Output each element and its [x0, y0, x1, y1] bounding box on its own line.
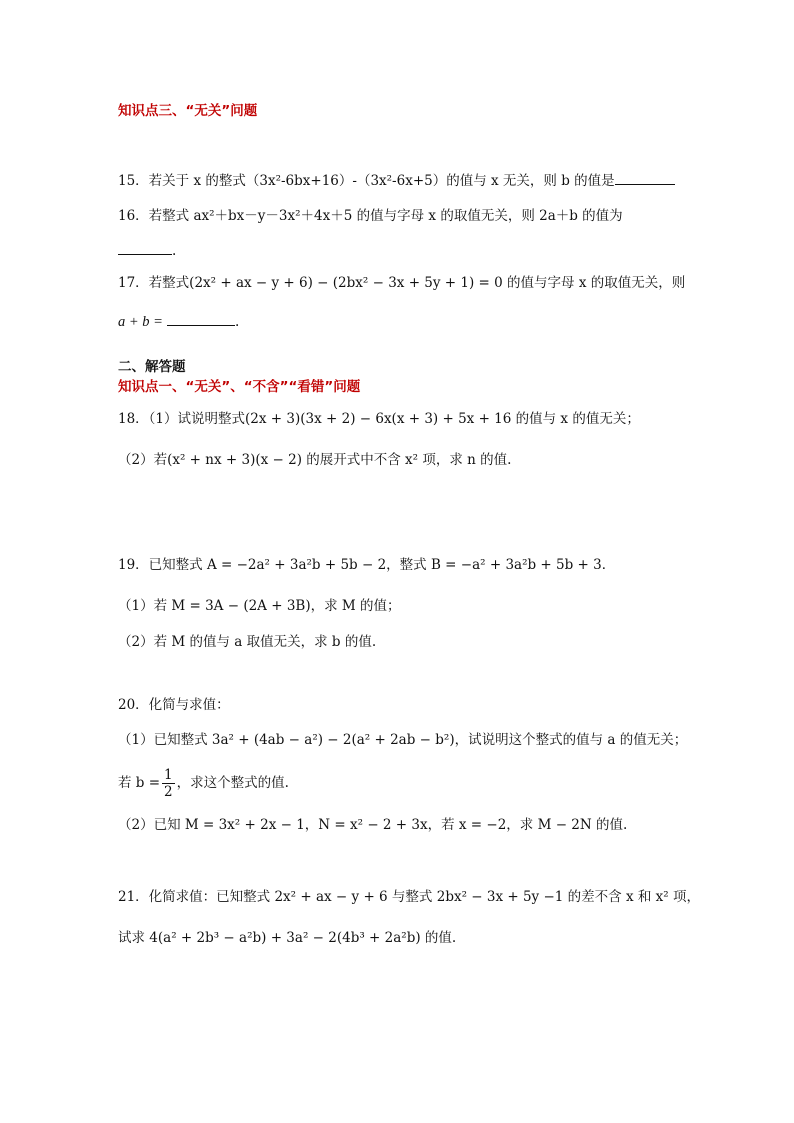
fraction-numerator: 1: [164, 767, 173, 783]
question-17-continued: [118, 311, 239, 332]
math-expression: a + b =: [118, 314, 163, 330]
condition-text: 若 b =: [118, 775, 161, 791]
fraction: [162, 767, 175, 800]
condition-text: ，求这个整式的值.: [176, 775, 289, 791]
question-16-continued: [118, 240, 176, 261]
part-title: 二、解答题: [118, 359, 186, 375]
section-heading: 知识点一、“无关”、“不含”“看错”问题: [118, 379, 361, 395]
fraction-denominator: 2: [164, 784, 173, 800]
section-heading: 知识点三、“无关”问题: [118, 103, 258, 119]
punctuation: .: [234, 314, 240, 330]
question-20-part1: （1）已知整式 3a² + (4ab − a²) − 2(a² + 2ab − b²)，试说明这个整式的值与 a 的值无关；: [118, 732, 688, 748]
question-16-text: 16．若整式 ax²＋bx－y－3x²＋4x＋5 的值与字母 x 的取值无关，则 2a＋b 的值为: [118, 208, 623, 224]
question-18-part2: （2）若(x² + nx + 3)(x − 2) 的展开式中不含 x² 项，求 n 的值.: [118, 452, 512, 468]
punctuation: .: [172, 243, 177, 259]
answer-blank: [118, 240, 172, 255]
answer-blank: [615, 170, 675, 185]
question-20-condition: [118, 766, 289, 800]
question-19-part1: （1）若 M = 3A − (2A + 3B)，求 M 的值；: [118, 598, 401, 614]
question-15: [118, 170, 675, 191]
question-20-text: 20．化简与求值：: [118, 697, 230, 713]
answer-blank: [167, 311, 235, 326]
question-18-part1: 18．（1）试说明整式(2x + 3)(3x + 2) − 6x(x + 3) + 5x + 16 的值与 x 的值无关；: [118, 411, 640, 427]
question-20-part2: （2）已知 M = 3x² + 2x − 1，N = x² − 2 + 3x，若 x = −2，求 M − 2N 的值.: [118, 817, 628, 833]
question-19-part2: （2）若 M 的值与 a 取值无关，求 b 的值.: [118, 634, 377, 650]
question-21-continued: 试求 4(a² + 2b³ − a²b) + 3a² − 2(4b³ + 2a²b) 的值.: [118, 930, 457, 946]
question-21-text: 21．化简求值：已知整式 2x² + ax − y + 6 与整式 2bx² − 3x + 5y −1 的差不含 x 和 x² 项，: [118, 889, 700, 905]
question-17-text: 17．若整式(2x² + ax − y + 6) − (2bx² − 3x + 5y + 1) = 0 的值与字母 x 的取值无关，则: [118, 275, 686, 291]
question-19-text: 19．已知整式 A = −2a² + 3a²b + 5b − 2，整式 B = −a² + 3a²b + 5b + 3．: [118, 557, 616, 573]
question-15-text: 15．若关于 x 的整式（3x²-6bx+16）-（3x²-6x+5）的值与 x 无关，则 b 的值是: [118, 173, 615, 189]
